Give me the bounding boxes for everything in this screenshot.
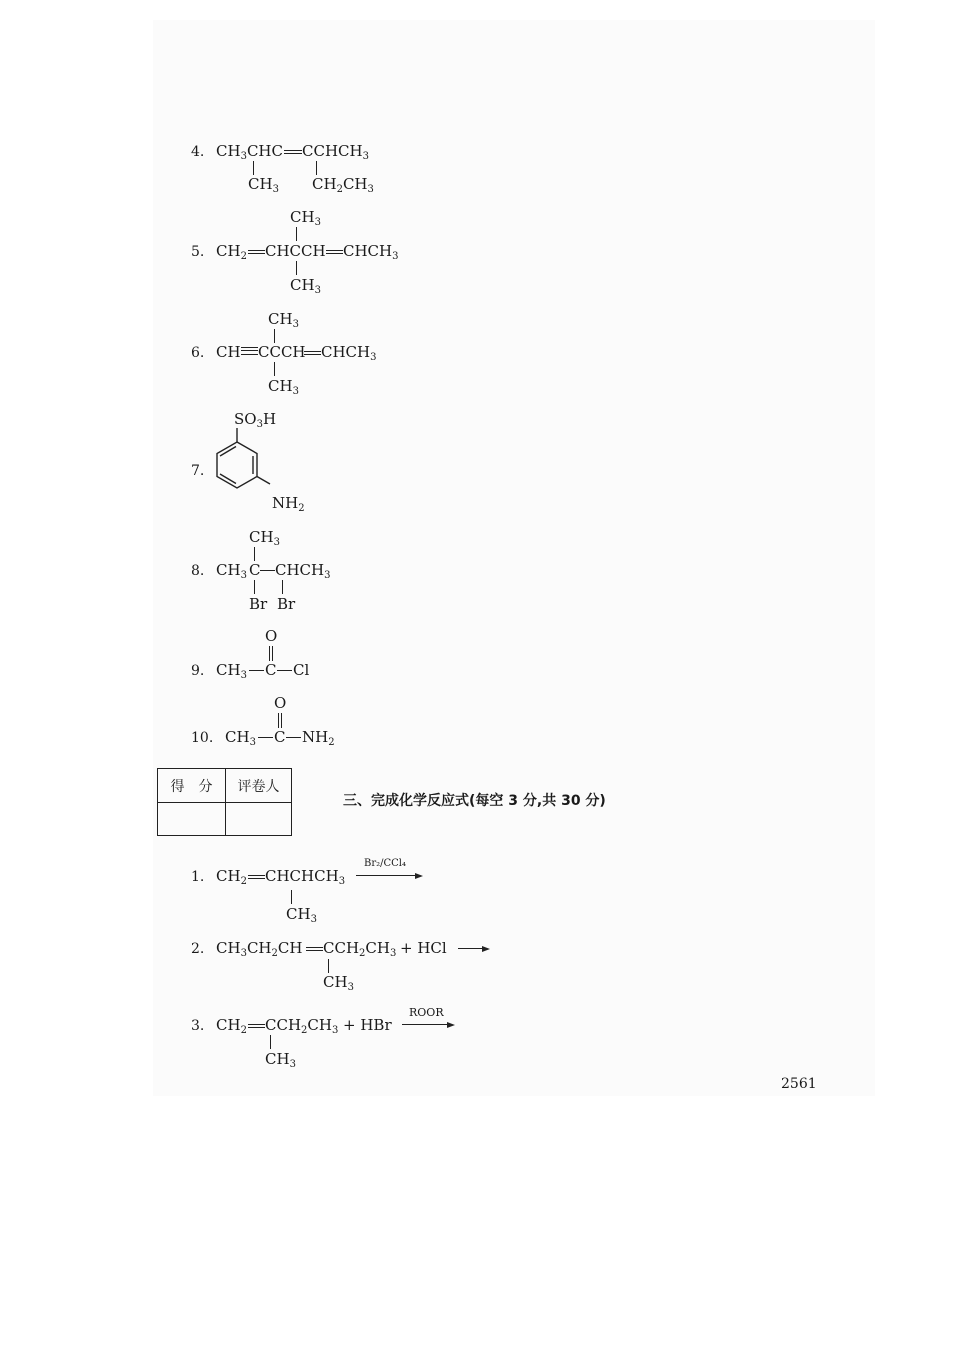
r2-formula-a: $CH_3CH_2CH$ bbox=[216, 939, 303, 959]
q5-double-bond-1 bbox=[248, 250, 265, 254]
r3-number: 3. bbox=[191, 1018, 205, 1034]
r2-number: 2. bbox=[191, 941, 205, 957]
q6-formula-b: CCCH bbox=[258, 343, 306, 361]
q8-formula-b: C bbox=[249, 561, 261, 579]
q9-bond-2 bbox=[277, 670, 292, 671]
r2-formula-b: $CCH_2CH_3$ bbox=[323, 939, 397, 959]
section-3-title: 三、完成化学反应式(每空 3 分,共 30 分) bbox=[343, 793, 606, 809]
q5-formula-c: $CHCH_3$ bbox=[343, 242, 399, 262]
q10-bond-1 bbox=[258, 737, 273, 738]
q7-amino-group: $NH_2$ bbox=[272, 494, 305, 514]
r1-branch-methyl: $CH_3$ bbox=[286, 905, 317, 925]
q6-top-bond bbox=[274, 329, 275, 343]
r2-arrow-head bbox=[482, 946, 490, 952]
q6-formula-c: $CHCH_3$ bbox=[321, 343, 377, 363]
q4-double-bond bbox=[284, 150, 302, 154]
grader-cell[interactable] bbox=[226, 803, 292, 836]
r2-plus-reagent: + HCl bbox=[400, 939, 447, 957]
r3-double-bond bbox=[248, 1024, 265, 1028]
q4-branch-ethyl: $CH_2CH_3$ bbox=[312, 175, 374, 195]
score-table bbox=[157, 768, 292, 836]
q4-formula-tail: $CCHCH_3$ bbox=[302, 142, 369, 162]
score-cell[interactable] bbox=[158, 803, 226, 836]
q10-formula-c: $NH_2$ bbox=[302, 728, 335, 748]
q6-bottom-bond bbox=[274, 362, 275, 376]
q4-branch-bond-1 bbox=[253, 161, 254, 175]
q6-number: 6. bbox=[191, 345, 205, 361]
q9-carbonyl-bond bbox=[269, 646, 273, 661]
q8-formula-a: $CH_3$ bbox=[216, 561, 247, 581]
q5-double-bond-2 bbox=[326, 250, 343, 254]
q7-number: 7. bbox=[191, 463, 205, 479]
score-label: 得 分 bbox=[158, 769, 226, 803]
r1-number: 1. bbox=[191, 869, 205, 885]
q8-br-bond-1 bbox=[254, 580, 255, 594]
q9-bond-1 bbox=[249, 670, 264, 671]
q6-bottom-methyl: $CH_3$ bbox=[268, 377, 299, 397]
q9-formula-a: $CH_3$ bbox=[216, 661, 247, 681]
q10-bond-2 bbox=[286, 737, 301, 738]
q10-formula-a: $CH_3$ bbox=[225, 728, 256, 748]
r1-branch-bond bbox=[291, 890, 292, 904]
r3-formula-a: $CH_2$ bbox=[216, 1016, 247, 1036]
q8-bromine-2: Br bbox=[277, 595, 296, 613]
q10-formula-b: C bbox=[274, 728, 286, 746]
page-number: 2561 bbox=[781, 1076, 817, 1092]
r2-branch-bond bbox=[328, 959, 329, 973]
q8-bromine-1: Br bbox=[249, 595, 268, 613]
q10-oxygen: O bbox=[274, 694, 287, 712]
q5-top-methyl: $CH_3$ bbox=[290, 208, 321, 228]
q5-bottom-methyl: $CH_3$ bbox=[290, 276, 321, 296]
q6-triple-bond bbox=[241, 347, 258, 355]
q8-single-bond bbox=[260, 570, 275, 571]
q4-number: 4. bbox=[191, 144, 205, 160]
q5-formula-a: $CH_2$ bbox=[216, 242, 247, 262]
q4-branch-bond-2 bbox=[316, 161, 317, 175]
q7-benzene-ring bbox=[210, 428, 280, 500]
r3-arrow-line bbox=[402, 1024, 448, 1025]
q10-carbonyl-bond bbox=[278, 713, 282, 728]
r3-branch-methyl: $CH_3$ bbox=[265, 1050, 296, 1070]
q9-formula-c: Cl bbox=[293, 661, 310, 679]
r2-double-bond bbox=[306, 947, 323, 951]
q5-number: 5. bbox=[191, 244, 205, 260]
r2-arrow-line bbox=[458, 948, 483, 949]
r1-formula-b: $CHCHCH_3$ bbox=[265, 867, 346, 887]
q9-formula-b: C bbox=[265, 661, 277, 679]
q8-formula-c: $CHCH_3$ bbox=[275, 561, 331, 581]
q6-double-bond bbox=[304, 351, 321, 355]
r1-arrow-line bbox=[356, 875, 416, 876]
q5-top-bond bbox=[296, 227, 297, 241]
q8-br-bond-2 bbox=[282, 580, 283, 594]
q8-top-bond bbox=[254, 547, 255, 561]
q4-branch-methyl: $CH_3$ bbox=[248, 175, 279, 195]
q6-formula-a: CH bbox=[216, 343, 241, 361]
r2-branch-methyl: $CH_3$ bbox=[323, 973, 354, 993]
r1-formula-a: $CH_2$ bbox=[216, 867, 247, 887]
r3-branch-bond bbox=[270, 1035, 271, 1049]
r1-arrow-head bbox=[415, 873, 423, 879]
q5-formula-b: CHCCH bbox=[265, 242, 326, 260]
r3-formula-b: $CCH_2CH_3$ bbox=[265, 1016, 339, 1036]
r3-plus-reagent: + HBr bbox=[343, 1016, 392, 1034]
r3-reagent: ROOR bbox=[409, 1006, 444, 1019]
q7-sulfonic-group: $SO_3H$ bbox=[234, 410, 277, 430]
q10-number: 10. bbox=[191, 730, 214, 746]
q9-oxygen: O bbox=[265, 627, 278, 645]
q8-top-methyl: $CH_3$ bbox=[249, 528, 280, 548]
r3-arrow-head bbox=[447, 1022, 455, 1028]
grader-label: 评卷人 bbox=[226, 769, 292, 803]
r1-reagent: Br₂/CCl₄ bbox=[364, 858, 407, 869]
q4-formula-main: $CH_3CHC$ bbox=[216, 142, 283, 162]
q5-bottom-bond bbox=[296, 261, 297, 275]
q9-number: 9. bbox=[191, 663, 205, 679]
q6-top-methyl: $CH_3$ bbox=[268, 310, 299, 330]
r1-double-bond bbox=[248, 875, 265, 879]
q8-number: 8. bbox=[191, 563, 205, 579]
